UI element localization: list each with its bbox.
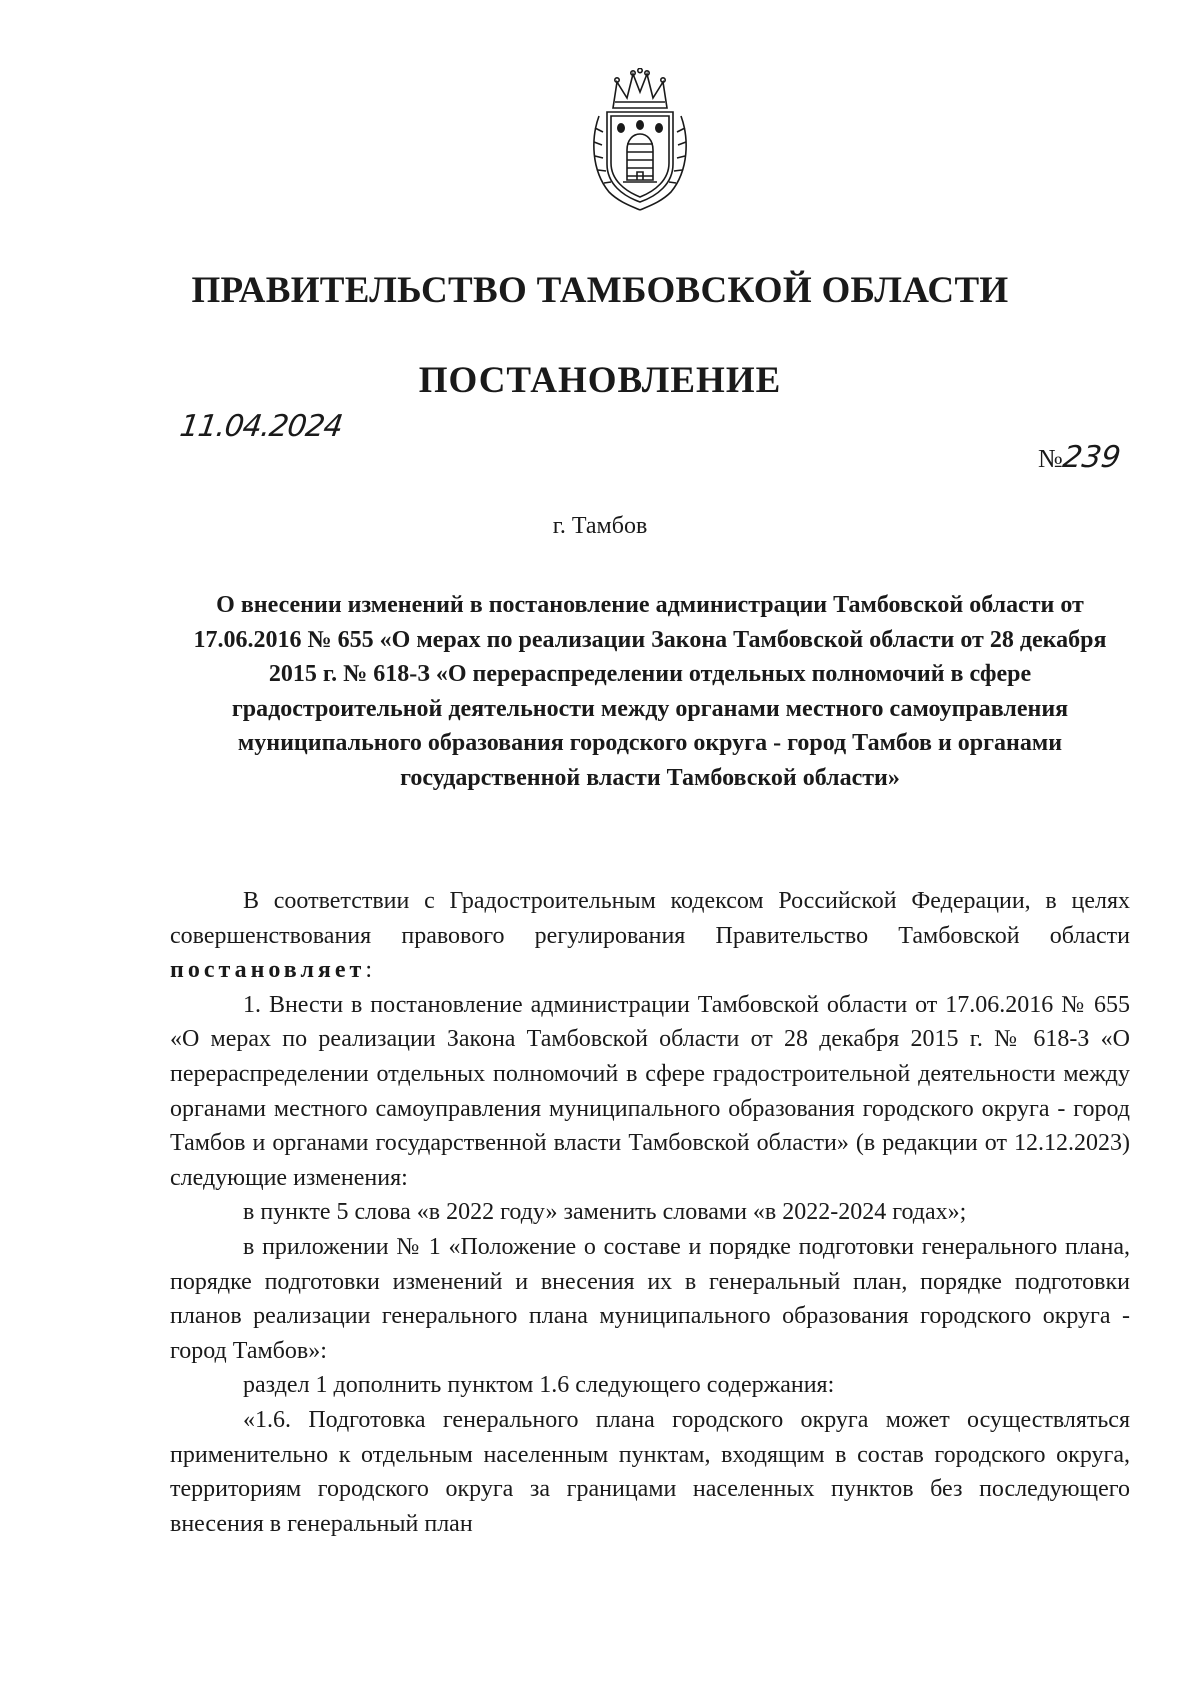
document-subject: О внесении изменений в постановление администрации Тамбовской области от 17.06.2016 № 655 «О мерах по реализации Закона Тамбовской области от 28 декабря 2015 г. № 618-З «О перераспределении отдельных полномочий в сфере градостроительной деятельности между органами местного самоуправления муниципального образования городского округа - город Тамбов и органами государственной власти Тамбовской области» [193,592,1107,791]
body-paragraph: в приложении № 1 «Положение о составе и порядке подготовки генерального плана, порядке подготовки изменений и внесения их в генеральный план, порядке подготовки планов реализации генерального плана муниципального образования городского округа - город Тамбов»: [170,1233,1130,1364]
body-paragraph: раздел 1 дополнить пунктом 1.6 следующего содержания: [243,1372,835,1399]
handwritten-date: 11.04.2024 [177,409,345,444]
body-paragraph [170,884,1130,988]
document-number [1038,440,1123,475]
body-paragraph: 1. Внести в постановление администрации Тамбовской области от 17.06.2016 № 655 «О мерах по реализации Закона Тамбовской области от 28 декабря 2015 г. № 618-З «О перераспределении отдельных полномочий в сфере градостроительной деятельности между органами местного самоуправления муниципального образования городского округа - город Тамбов и органами государственной власти Тамбовской области» (в редакции от 12.12.2023) следующие изменения: [170,991,1130,1191]
paragraph-end: : [365,957,372,984]
number-sign: № [1038,444,1063,473]
body-paragraph: «1.6. Подготовка генерального плана городского округа может осуществляться применительно к отдельным населенным пунктам, входящим в состав городского округа, территориям городского округа за границами населенных пунктов без последующего внесения в генеральный план [170,1406,1130,1537]
document-type-title: ПОСТАНОВЛЕНИЕ [418,360,782,401]
document-body [170,884,1130,1541]
emphasized-word: постановляет [170,957,366,984]
body-paragraph: в пункте 5 слова «в 2022 году» заменить словами «в 2022-2024 годах»; [243,1199,967,1226]
handwritten-number: 239 [1060,440,1123,475]
city-line: г. Тамбов [552,513,648,539]
paragraph-text: В соответствии с Градостроительным кодексом Российской Федерации, в целях совершенствования правового регулирования Правительство Тамбовской области [170,888,1130,949]
tambov-coat-of-arms-emblem [585,68,695,214]
organization-title: ПРАВИТЕЛЬСТВО ТАМБОВСКОЙ ОБЛАСТИ [191,270,1009,311]
